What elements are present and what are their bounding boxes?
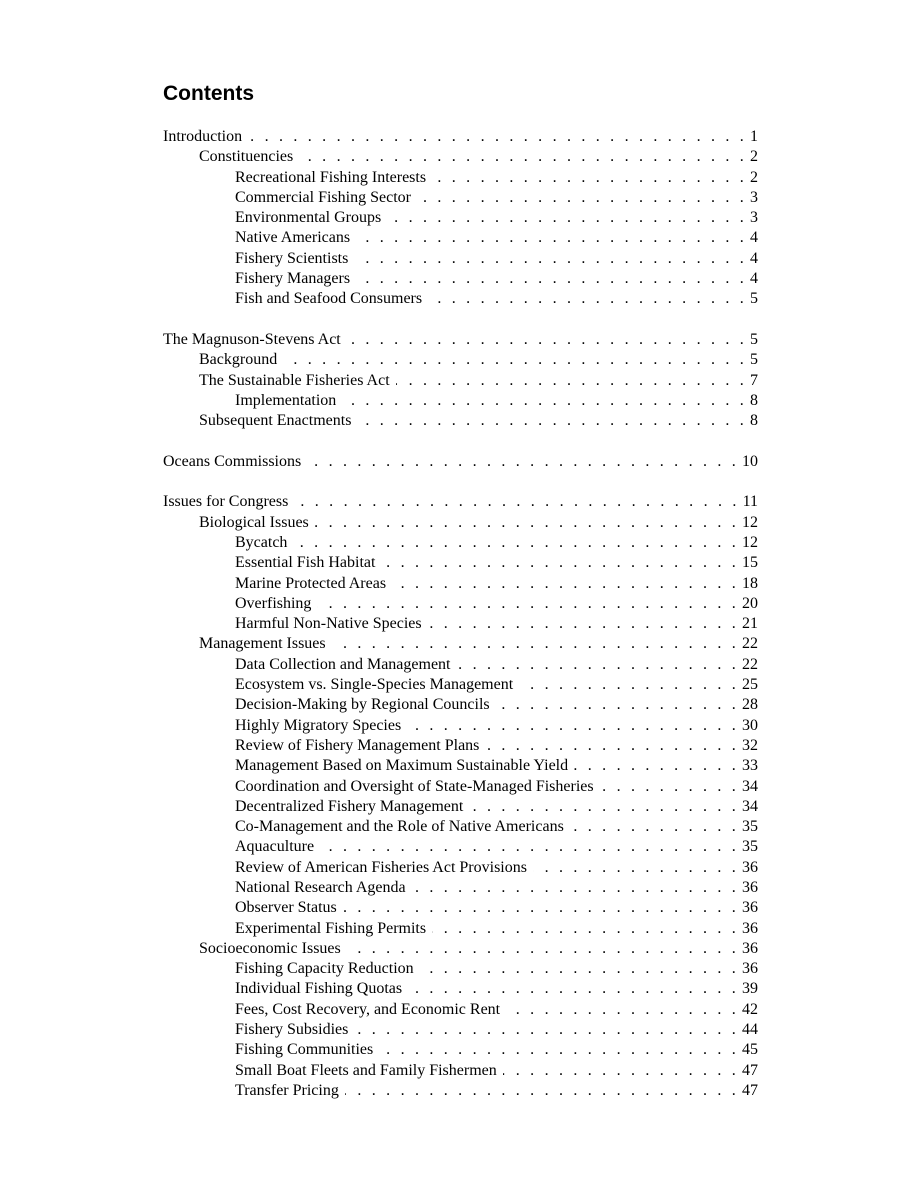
- toc-entry-title: The Magnuson-Stevens Act: [163, 330, 341, 348]
- toc-entry[interactable]: [163, 959, 758, 979]
- dot-leader: [469, 797, 739, 817]
- toc-entry-page-number: 28: [742, 696, 758, 714]
- toc-entry-title: Socioeconomic Issues: [199, 939, 341, 957]
- toc-entry-title: Marine Protected Areas: [235, 574, 387, 592]
- toc-entry-page-number: 21: [742, 615, 758, 633]
- toc-entry-title: The Sustainable Fisheries Act: [199, 371, 390, 389]
- toc-entry-page-number: 15: [742, 554, 758, 572]
- toc-entry[interactable]: [163, 188, 758, 208]
- table-of-contents: [163, 127, 758, 1101]
- toc-entry-title: Experimental Fishing Permits: [235, 919, 427, 937]
- toc-entry[interactable]: [163, 533, 758, 553]
- toc-entry-page-number: 8: [750, 412, 758, 430]
- toc-entry[interactable]: [163, 837, 758, 857]
- toc-entry-page-number: 5: [750, 330, 758, 348]
- toc-entry-title: Co-Management and the Role of Native Americans: [235, 818, 564, 836]
- toc-entry-title: Decision-Making by Regional Councils: [235, 696, 490, 714]
- dot-leader: [293, 533, 739, 553]
- toc-entry[interactable]: [163, 695, 758, 715]
- toc-entry[interactable]: [163, 350, 758, 370]
- dot-leader: [407, 716, 739, 736]
- toc-entry-page-number: 36: [742, 960, 758, 978]
- toc-entry-page-number: 10: [742, 452, 758, 470]
- toc-entry[interactable]: [163, 777, 758, 797]
- toc-entry-title: Fish and Seafood Consumers: [235, 290, 423, 308]
- toc-entry[interactable]: [163, 411, 758, 431]
- toc-entry-page-number: 5: [750, 351, 758, 369]
- toc-entry-page-number: 3: [750, 209, 758, 227]
- toc-entry-title: Individual Fishing Quotas: [235, 980, 403, 998]
- toc-entry-title: Environmental Groups: [235, 209, 382, 227]
- toc-entry-title: Overfishing: [235, 594, 312, 612]
- dot-leader: [432, 168, 747, 188]
- contents-heading: Contents: [163, 82, 254, 105]
- toc-entry-title: Native Americans: [235, 229, 351, 247]
- dot-leader: [519, 675, 739, 695]
- toc-entry[interactable]: [163, 797, 758, 817]
- dot-leader: [357, 411, 747, 431]
- toc-entry-title: Harmful Non-Native Species: [235, 615, 422, 633]
- toc-entry-title: Fishery Scientists: [235, 249, 349, 267]
- toc-entry-title: Bycatch: [235, 533, 288, 551]
- toc-entry[interactable]: [163, 675, 758, 695]
- dot-leader: [506, 1000, 739, 1020]
- dot-leader: [574, 756, 739, 776]
- toc-entry-page-number: 42: [742, 1000, 758, 1018]
- toc-entry-page-number: 3: [750, 188, 758, 206]
- toc-entry-page-number: 8: [750, 391, 758, 409]
- dot-leader: [342, 391, 747, 411]
- toc-entry-page-number: 25: [742, 676, 758, 694]
- toc-entry[interactable]: [163, 330, 758, 350]
- dot-leader: [533, 858, 739, 878]
- dot-leader: [343, 898, 739, 918]
- toc-entry[interactable]: [163, 228, 758, 248]
- dot-leader: [317, 594, 739, 614]
- dot-leader: [356, 228, 747, 248]
- toc-entry-page-number: 36: [742, 939, 758, 957]
- toc-entry-title: Background: [199, 351, 278, 369]
- toc-entry-title: Ecosystem vs. Single-Species Management: [235, 676, 514, 694]
- dot-leader: [294, 492, 739, 512]
- toc-entry-title: Subsequent Enactments: [199, 412, 352, 430]
- dot-leader: [496, 695, 739, 715]
- toc-entry-page-number: 1: [750, 128, 758, 145]
- toc-entry[interactable]: [163, 939, 758, 959]
- toc-entry[interactable]: [163, 1081, 758, 1101]
- toc-entry[interactable]: [163, 898, 758, 918]
- toc-entry[interactable]: [163, 919, 758, 939]
- toc-entry[interactable]: [163, 817, 758, 837]
- dot-leader: [396, 371, 747, 391]
- toc-entry-page-number: 22: [742, 655, 758, 673]
- toc-entry-title: Implementation: [235, 391, 337, 409]
- toc-entry-page-number: 36: [742, 919, 758, 937]
- toc-entry-page-number: 4: [750, 270, 758, 288]
- toc-entry-page-number: 4: [750, 249, 758, 267]
- toc-entry-page-number: 34: [742, 777, 758, 795]
- toc-entry-title: Essential Fish Habitat: [235, 554, 376, 572]
- toc-entry-title: Constituencies: [199, 148, 294, 166]
- toc-entry-page-number: 4: [750, 229, 758, 247]
- dot-leader: [354, 1020, 739, 1040]
- toc-entry-page-number: 47: [742, 1061, 758, 1079]
- toc-entry-title: Fishing Capacity Reduction: [235, 960, 414, 978]
- toc-entry-title: Fees, Cost Recovery, and Economic Rent: [235, 1000, 501, 1018]
- dot-leader: [432, 919, 739, 939]
- toc-entry-title: Fishing Communities: [235, 1041, 374, 1059]
- toc-entry[interactable]: [163, 756, 758, 776]
- toc-entry[interactable]: [163, 452, 758, 472]
- dot-leader: [428, 289, 747, 309]
- toc-entry[interactable]: [163, 553, 758, 573]
- toc-entry[interactable]: [163, 371, 758, 391]
- toc-entry-title: Introduction: [163, 128, 243, 145]
- toc-entry[interactable]: [163, 1061, 758, 1081]
- dot-leader: [315, 513, 739, 533]
- toc-entry-page-number: 33: [742, 757, 758, 775]
- toc-entry-page-number: 5: [750, 290, 758, 308]
- toc-entry[interactable]: [163, 716, 758, 736]
- toc-entry-title: Aquaculture: [235, 838, 315, 856]
- dot-leader: [332, 634, 739, 654]
- toc-entry-title: Recreational Fishing Interests: [235, 168, 427, 186]
- toc-entry[interactable]: [163, 634, 758, 654]
- toc-entry-page-number: 36: [742, 899, 758, 917]
- dot-leader: [347, 330, 747, 350]
- toc-entry-page-number: 35: [742, 818, 758, 836]
- toc-entry[interactable]: [163, 513, 758, 533]
- toc-entry-title: Highly Migratory Species: [235, 716, 402, 734]
- toc-entry-title: Small Boat Fleets and Family Fishermen: [235, 1061, 497, 1079]
- toc-entry[interactable]: [163, 655, 758, 675]
- toc-entry[interactable]: [163, 858, 758, 878]
- toc-entry-title: Review of Fishery Management Plans: [235, 736, 480, 754]
- toc-entry[interactable]: [163, 391, 758, 411]
- toc-entry-page-number: 39: [742, 980, 758, 998]
- toc-entry-page-number: 22: [742, 635, 758, 653]
- toc-entry-title: Data Collection and Management: [235, 655, 451, 673]
- toc-entry[interactable]: [163, 168, 758, 188]
- dot-leader: [570, 817, 739, 837]
- toc-entry-page-number: 2: [750, 168, 758, 186]
- dot-leader: [600, 777, 739, 797]
- toc-entry[interactable]: [163, 979, 758, 999]
- dot-leader: [408, 979, 739, 999]
- toc-entry[interactable]: [163, 492, 758, 512]
- dot-leader: [428, 614, 739, 634]
- toc-entry-page-number: 35: [742, 838, 758, 856]
- toc-entry[interactable]: [163, 289, 758, 309]
- toc-entry-page-number: 32: [742, 736, 758, 754]
- dot-leader: [420, 959, 739, 979]
- toc-entry-title: Fishery Subsidies: [235, 1021, 349, 1039]
- toc-entry-title: Transfer Pricing: [235, 1081, 339, 1099]
- toc-entry[interactable]: [163, 147, 758, 167]
- dot-leader: [283, 350, 747, 370]
- toc-entry-title: Issues for Congress: [163, 493, 289, 511]
- toc-entry-page-number: 30: [742, 716, 758, 734]
- dot-leader: [381, 553, 739, 573]
- dot-leader: [248, 127, 747, 147]
- toc-entry-page-number: 36: [742, 858, 758, 876]
- toc-entry-title: Decentralized Fishery Management: [235, 797, 464, 815]
- toc-entry-page-number: 44: [742, 1021, 758, 1039]
- dot-leader: [347, 939, 739, 959]
- toc-entry-title: Commercial Fishing Sector: [235, 188, 411, 206]
- toc-entry-page-number: 36: [742, 878, 758, 896]
- toc-entry-page-number: 7: [750, 371, 758, 389]
- dot-leader: [379, 1040, 739, 1060]
- toc-entry[interactable]: [163, 594, 758, 614]
- toc-entry[interactable]: [163, 878, 758, 898]
- toc-entry-page-number: 45: [742, 1041, 758, 1059]
- toc-entry-title: Management Issues: [199, 635, 326, 653]
- dot-leader: [392, 574, 739, 594]
- toc-entry-page-number: 12: [742, 513, 758, 531]
- toc-entry[interactable]: [163, 574, 758, 594]
- dot-leader: [320, 837, 739, 857]
- toc-entry-page-number: 20: [742, 594, 758, 612]
- toc-entry-page-number: 11: [742, 493, 758, 511]
- toc-entry[interactable]: [163, 1000, 758, 1020]
- dot-leader: [417, 188, 747, 208]
- toc-entry[interactable]: [163, 208, 758, 228]
- toc-entry[interactable]: [163, 269, 758, 289]
- toc-entry[interactable]: [163, 127, 758, 147]
- toc-entry[interactable]: [163, 614, 758, 634]
- toc-entry-title: Coordination and Oversight of State-Managed Fisheries: [235, 777, 594, 795]
- toc-entry-title: Fishery Managers: [235, 270, 351, 288]
- toc-entry[interactable]: [163, 1020, 758, 1040]
- toc-entry-title: Review of American Fisheries Act Provisions: [235, 858, 527, 876]
- toc-entry-page-number: 34: [742, 797, 758, 815]
- dot-leader: [354, 249, 747, 269]
- dot-leader: [412, 878, 739, 898]
- toc-entry-title: Observer Status: [235, 899, 337, 917]
- dot-leader: [485, 736, 739, 756]
- dot-leader: [299, 147, 747, 167]
- toc-entry[interactable]: [163, 1040, 758, 1060]
- dot-leader: [387, 208, 747, 228]
- dot-leader: [356, 269, 747, 289]
- toc-entry-page-number: 18: [742, 574, 758, 592]
- dot-leader: [456, 655, 739, 675]
- toc-entry-title: National Research Agenda: [235, 878, 406, 896]
- dot-leader: [503, 1061, 739, 1081]
- toc-entry-title: Oceans Commissions: [163, 452, 302, 470]
- toc-entry-title: Biological Issues: [199, 513, 309, 531]
- toc-entry-page-number: 2: [750, 148, 758, 166]
- toc-entry[interactable]: [163, 736, 758, 756]
- toc-entry-title: Management Based on Maximum Sustainable Yield: [235, 757, 569, 775]
- toc-entry-page-number: 12: [742, 533, 758, 551]
- dot-leader: [307, 452, 739, 472]
- dot-leader: [345, 1081, 739, 1101]
- toc-entry-page-number: 47: [742, 1081, 758, 1099]
- toc-entry[interactable]: [163, 249, 758, 269]
